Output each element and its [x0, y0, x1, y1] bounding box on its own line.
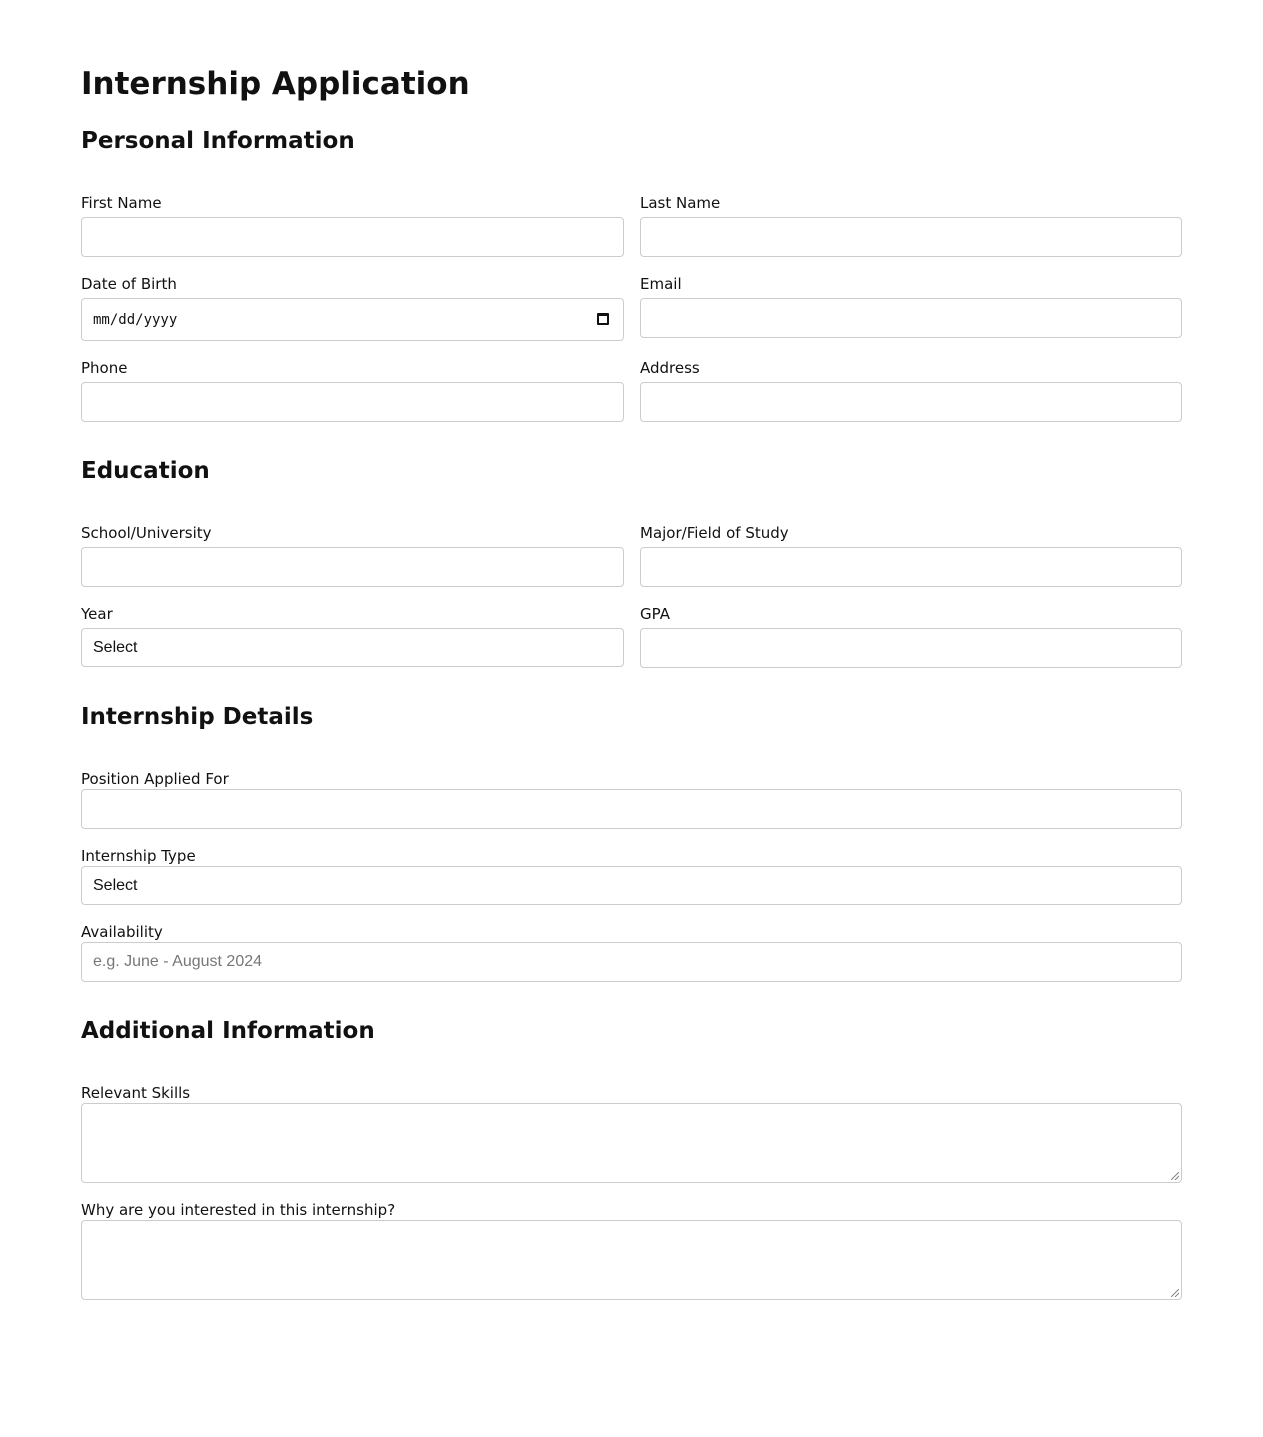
- availability-label: Availability: [81, 923, 163, 941]
- dob-label: Date of Birth: [81, 275, 177, 293]
- phone-input[interactable]: [81, 382, 624, 422]
- email-input[interactable]: [640, 298, 1182, 338]
- interest-textarea[interactable]: [81, 1220, 1182, 1300]
- internship-type-select[interactable]: [81, 866, 1182, 905]
- availability-input[interactable]: [81, 942, 1182, 982]
- interest-label: Why are you interested in this internship?: [81, 1201, 396, 1219]
- last-name-input[interactable]: [640, 217, 1182, 257]
- section-heading-education: Education: [81, 458, 210, 484]
- gpa-label: GPA: [640, 605, 670, 623]
- gpa-input[interactable]: [640, 628, 1182, 668]
- position-label: Position Applied For: [81, 770, 229, 788]
- year-selected-value: Select: [93, 638, 138, 656]
- last-name-label: Last Name: [640, 194, 721, 212]
- section-heading-personal: Personal Information: [81, 128, 355, 154]
- skills-label: Relevant Skills: [81, 1084, 191, 1102]
- resize-handle-icon[interactable]: [1171, 1172, 1179, 1180]
- section-heading-additional: Additional Information: [81, 1018, 375, 1044]
- section-heading-internship: Internship Details: [81, 704, 314, 730]
- school-label: School/University: [81, 524, 212, 542]
- year-select[interactable]: [81, 628, 624, 667]
- address-label: Address: [640, 359, 700, 377]
- resize-handle-icon[interactable]: [1171, 1289, 1179, 1297]
- availability-placeholder: e.g. June - August 2024: [93, 953, 263, 970]
- email-label: Email: [640, 275, 682, 293]
- year-label: Year: [81, 605, 113, 623]
- major-input[interactable]: [640, 547, 1182, 587]
- major-label: Major/Field of Study: [640, 524, 789, 542]
- internship-type-label: Internship Type: [81, 847, 196, 865]
- calendar-icon[interactable]: [597, 313, 609, 325]
- dob-input[interactable]: [81, 298, 624, 341]
- first-name-input[interactable]: [81, 217, 624, 257]
- school-input[interactable]: [81, 547, 624, 587]
- skills-textarea[interactable]: [81, 1103, 1182, 1183]
- position-input[interactable]: [81, 789, 1182, 829]
- internship-type-selected-value: Select: [93, 876, 138, 894]
- page-title: Internship Application: [81, 66, 470, 102]
- dob-placeholder: mm/dd/yyyy: [93, 311, 178, 328]
- address-input[interactable]: [640, 382, 1182, 422]
- phone-label: Phone: [81, 359, 128, 377]
- first-name-label: First Name: [81, 194, 162, 212]
